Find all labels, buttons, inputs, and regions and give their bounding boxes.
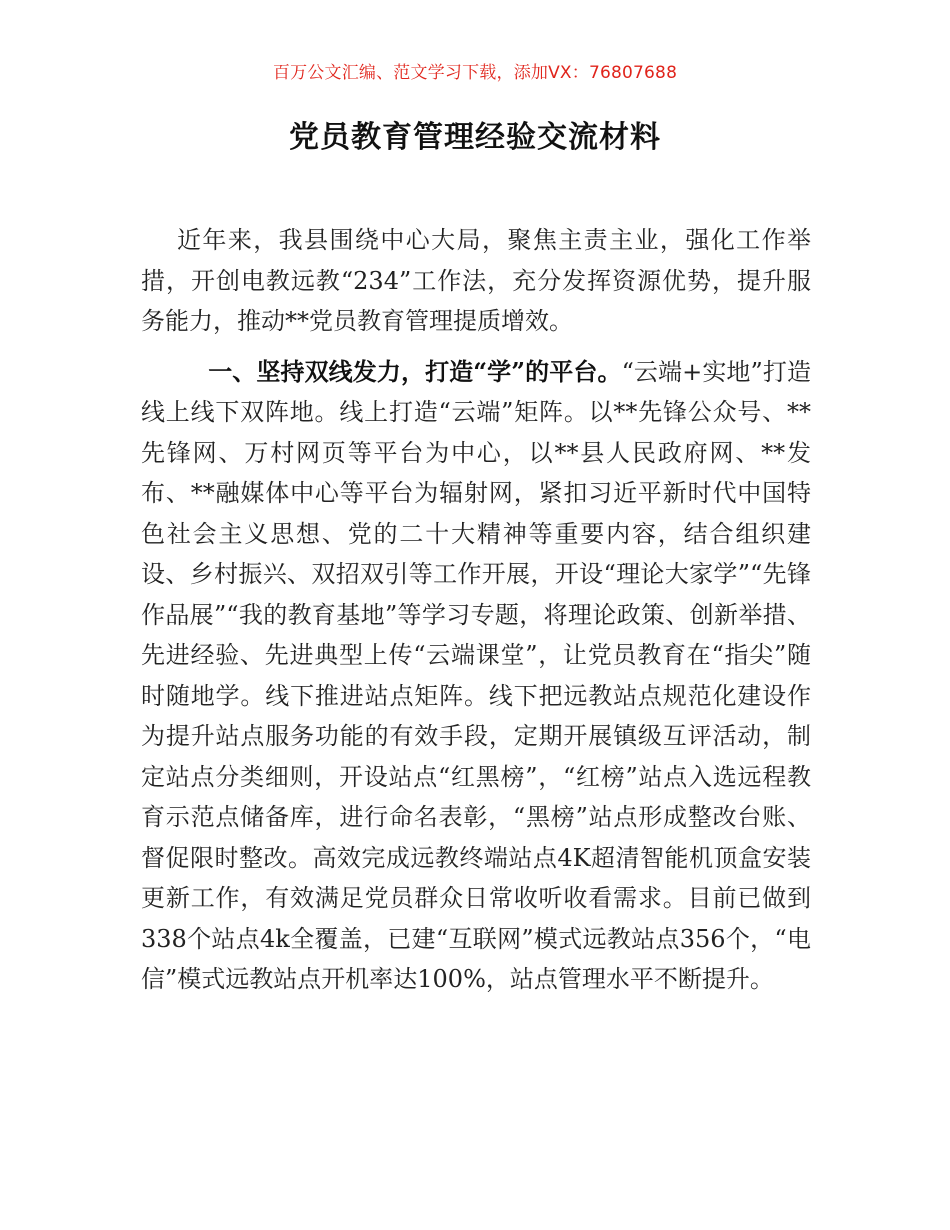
section-1-body: “云端+实地”打造线上线下双阵地。线上打造“云端”矩阵。以**先锋公众号、**先锋网、万村网页等平台为中心，以**县人民政府网、**发布、**融媒体中心等平台为辐射网，紧扣习近平新时代中国特色社会主义思想、党的二十大精神等重要内容，结合组织建设、乡村振兴、双招双引等工作开展，开设“理论大家学”“先锋作品展”“我的教育基地”等学习专题，将理论政策、创新举措、先进经验、先进典型上传“云端课堂”，让党员教育在“指尖”随时随地学。线下推进站点矩阵。线下把远教站点规范化建设作为提升站点服务功能的有效手段，定期开展镇级互评活动，制定站点分类细则，开设站点“红黑榜”，“红榜”站点入选远程教育示范点储备库，进行命名表彰，“黑榜”站点形成整改台账、督促限时整改。高效完成远教终端站点4K超清智能机顶盒安装更新工作，有效满足党员群众日常收听收看需求。目前已做到338个站点4k全覆盖，已建“互联网”模式远教站点356个，“电信”模式远教站点开机率达100%，站点管理水平不断提升。 <box>141 357 811 993</box>
section-1-heading: 一、坚持双线发力，打造“学”的平台。 <box>208 356 622 386</box>
intro-paragraph: 近年来，我县围绕中心大局，聚焦主责主业，强化工作举措，开创电教远教“234”工作法，充分发挥资源优势，提升服务能力，推动**党员教育管理提质增效。 <box>141 226 811 335</box>
document-body <box>141 220 811 1000</box>
section-1-paragraph <box>141 352 811 1000</box>
document-title: 党员教育管理经验交流材料 <box>289 120 661 155</box>
header-ad-note: 百万公文汇编、范文学习下载，添加VX：76807688 <box>272 63 678 83</box>
